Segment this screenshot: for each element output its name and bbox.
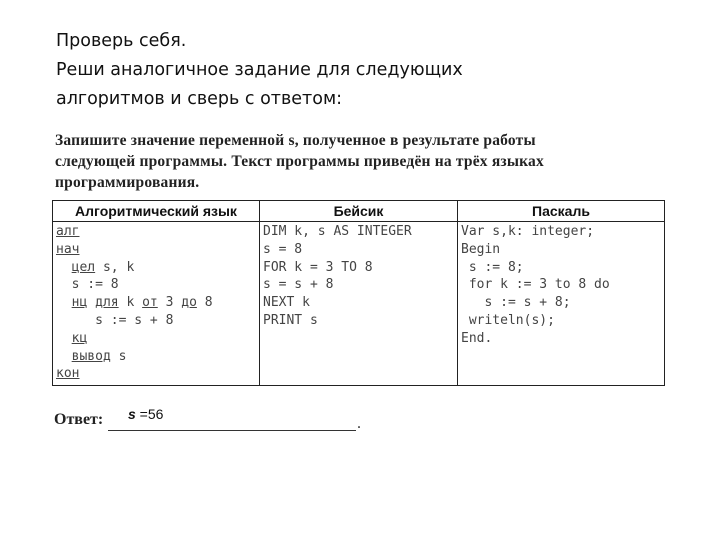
task-line: следующей программы. Текст программы приведён на трёх языках [55,153,544,170]
table-code-row [53,222,665,386]
code-line: s = s + 8 [263,277,334,293]
keyword: кц [71,330,88,346]
code-line: нц для k от 3 до 8 [71,295,213,311]
answer-period: . [357,415,361,432]
code-line [56,365,259,383]
header-algorithmic: Алгоритмический язык [53,201,260,222]
table-header-row [53,201,665,222]
code-line [56,241,259,259]
code-line: PRINT s [263,312,318,328]
code-line: s := s + 8 [56,312,174,328]
answer-value [128,406,163,422]
heading-line: Реши аналогичное задание для следующих [56,60,463,80]
answer-blank-line [108,430,356,431]
code-line [56,330,259,348]
pascal-code-cell [458,222,665,386]
keyword: нц [71,295,88,311]
header-basic: Бейсик [260,201,458,222]
program-table [52,200,665,386]
keyword: кон [56,366,80,382]
answer-label: Ответ: [54,411,104,428]
keyword: до [181,295,197,311]
code-line: Begin [461,241,501,257]
code-line: Var s,k: integer; [461,224,595,239]
keyword: цел [71,259,96,275]
code-line: DIM k, s AS INTEGER [263,224,412,239]
task-statement [55,130,665,193]
code-line: NEXT k [263,295,310,311]
algorithmic-code-cell [53,222,260,386]
heading-line: Проверь себя. [56,31,187,51]
header-pascal: Паскаль [458,201,665,222]
code-line: s := s + 8; [461,295,571,311]
keyword: нач [56,241,80,257]
keyword: алг [56,224,80,239]
task-line: программирования. [55,174,200,191]
code-line: вывод s [71,348,127,364]
keyword: вывод [71,348,111,364]
answer-variable: s [128,406,136,422]
keyword: для [95,295,119,311]
code-line: for k := 3 to 8 do [461,277,610,293]
exercise-heading [56,27,676,114]
code-line: s := 8 [56,277,119,293]
code-line: writeln(s); [461,312,555,328]
basic-code-cell [260,222,458,386]
code-line: цел s, k [71,259,135,275]
keyword: от [142,295,158,311]
code-line: s := 8; [461,259,524,275]
code-line [56,223,259,241]
heading-line: алгоритмов и сверь с ответом: [56,89,343,109]
answer-number: =56 [135,406,164,422]
task-line: Запишите значение переменной s, полученное в результате работы [55,132,536,149]
code-line: FOR k = 3 TO 8 [263,259,373,275]
code-line: End. [461,330,493,346]
code-line: s = 8 [263,241,303,257]
